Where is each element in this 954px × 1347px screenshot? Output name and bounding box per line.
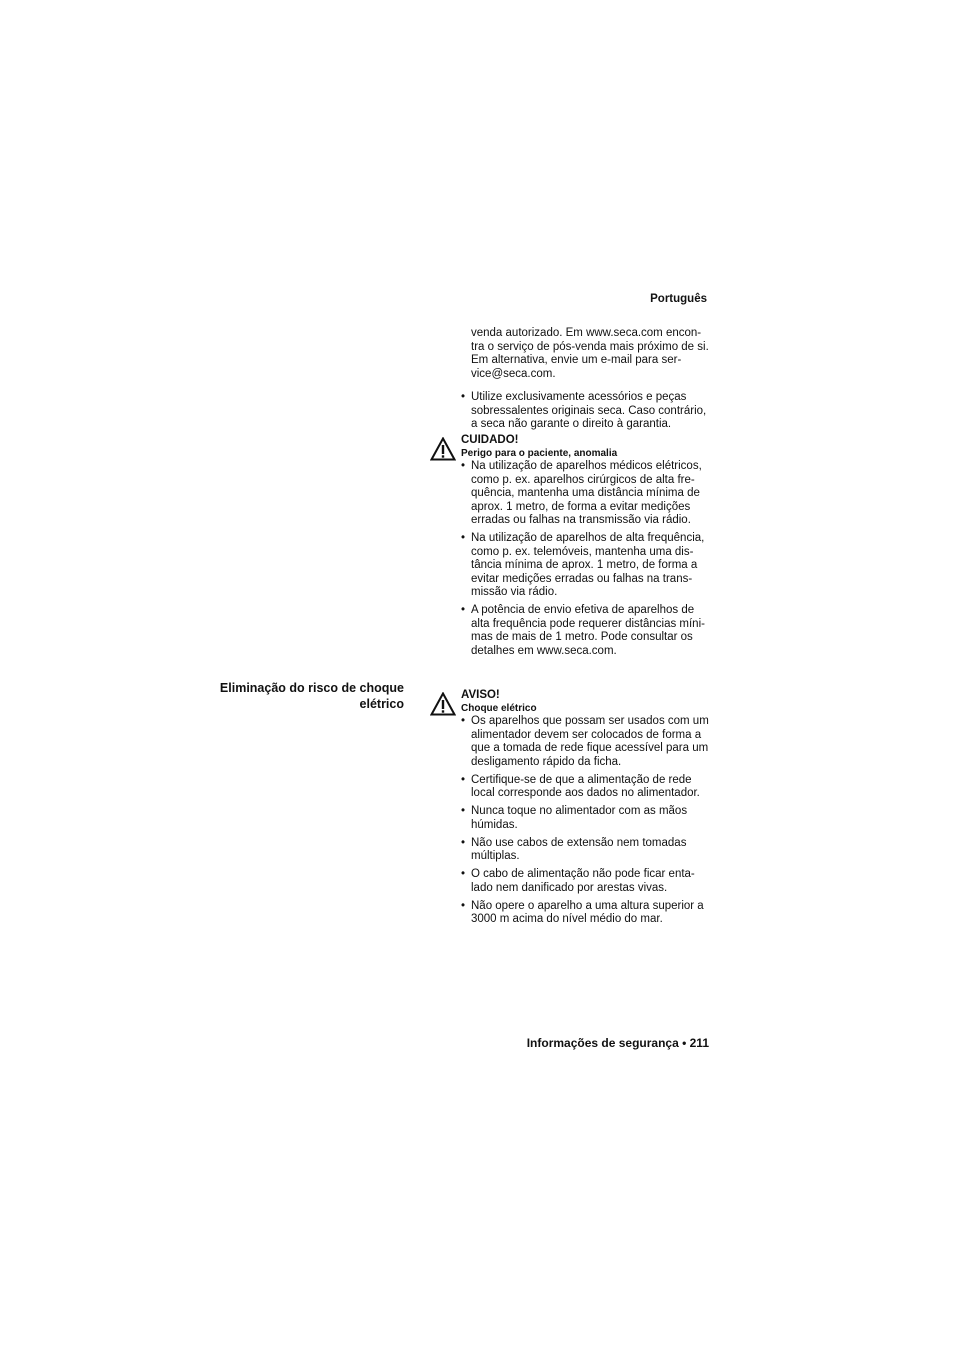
warning-subtitle: Choque elétrico (461, 703, 537, 714)
list-item: • Nunca toque no alimentador com as mãos húmidas. (461, 805, 713, 832)
warning-triangle-icon (430, 692, 456, 716)
caution-title: CUIDADO! (461, 434, 519, 446)
list-item: • A potência de envio efetiva de aparelhos de alta frequência pode requerer distâncias míni-mas de mais de 1 metro. Pode consultar os detalhes em www.seca.com. (461, 604, 713, 658)
warning-block (461, 688, 713, 931)
language-header: Português (650, 293, 707, 305)
list-item: • Na utilização de aparelhos médicos elétricos, como p. ex. aparelhos cirúrgicos de alta fre-quência, mantenha uma distância mínima de aprox. 1 metro, de forma a evitar medições erradas ou falhas na transmissão via rádio. (461, 460, 713, 528)
warning-title: AVISO! (461, 689, 500, 701)
list-item: • Certifique-se de que a alimentação de rede local corresponde aos dados no alimentador. (461, 774, 713, 801)
caution-bullets (461, 460, 713, 658)
warning-bullets (461, 715, 713, 927)
section-heading: Eliminação do risco de choque elétrico (219, 681, 404, 711)
page-footer: Informações de segurança • 211 (526, 1036, 709, 1050)
intro-bullets (461, 391, 713, 432)
list-item: • Não opere o aparelho a uma altura superior a 3000 m acima do nível médio do mar. (461, 900, 713, 927)
list-item: • O cabo de alimentação não pode ficar enta-lado nem danificado por arestas vivas. (461, 868, 713, 895)
caution-subtitle: Perigo para o paciente, anomalia (461, 448, 618, 459)
list-item: • Na utilização de aparelhos de alta frequência, como p. ex. telemóveis, mantenha uma dis-tância mínima de aprox. 1 metro, de forma a evitar medições erradas ou falhas na trans-missão via rádio. (461, 532, 713, 600)
list-item: • Os aparelhos que possam ser usados com um alimentador devem ser colocados de forma a que a tomada de rede fique acessível para um desligamento rápido da ficha. (461, 715, 713, 769)
list-item: • Utilize exclusivamente acessórios e peças sobressalentes originais seca. Caso contrário, a seca não garante o direito à garantia. (461, 391, 713, 432)
intro-block (461, 327, 713, 436)
intro-continuation: venda autorizado. Em www.seca.com encon-tra o serviço de pós-venda mais próximo de si. Em alternativa, envie um e-mail para ser-vice@seca.com. (471, 327, 709, 380)
list-item: • Não use cabos de extensão nem tomadas múltiplas. (461, 837, 713, 864)
warning-triangle-icon (430, 437, 456, 461)
caution-block (461, 433, 713, 663)
